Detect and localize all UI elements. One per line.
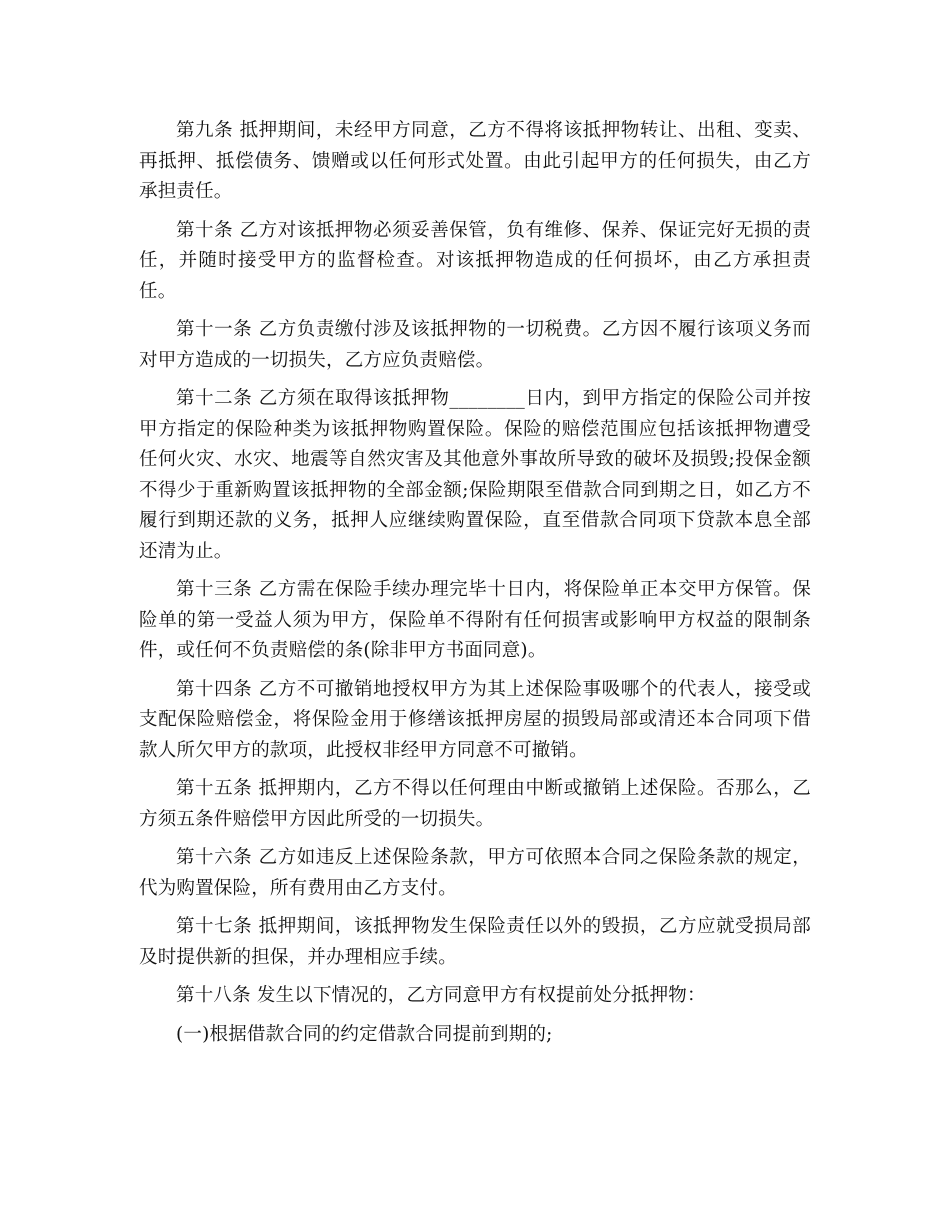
article-13-paragraph: 第十三条 乙方需在保险手续办理完毕十日内，将保险单正本交甲方保管。保险单的第一受益人须为甲方，保险单不得附有任何损害或影响甲方权益的限制条件，或任何不负责赔偿的条(除非甲方书面同意)。 bbox=[139, 579, 811, 661]
article-14-paragraph: 第十四条 乙方不可撤销地授权甲方为其上述保险事吸哪个的代表人，接受或支配保险赔偿金，将保险金用于修缮该抵押房屋的损毁局部或清还本合同项下借款人所欠甲方的款项，此授权非经甲方同意不可撤销。 bbox=[139, 678, 811, 761]
article-18-paragraph: 第十八条 发生以下情况的，乙方同意甲方有权提前处分抵押物： bbox=[176, 985, 706, 1006]
article-17-paragraph: 第十七条 抵押期间，该抵押物发生保险责任以外的毁损，乙方应就受损局部及时提供新的担保，并办理相应手续。 bbox=[139, 916, 811, 968]
document-body bbox=[139, 116, 811, 1058]
article-10-paragraph: 第十条 乙方对该抵押物必须妥善保管，负有维修、保养、保证完好无损的责任，并随时接受甲方的监督检查。对该抵押物造成的任何损坏，由乙方承担责任。 bbox=[139, 219, 811, 302]
article-18-item-1: (一)根据借款合同的约定借款合同提前到期的; bbox=[176, 1023, 553, 1045]
article-11-paragraph: 第十一条 乙方负责缴付涉及该抵押物的一切税费。乙方因不履行该项义务而对甲方造成的一切损失，乙方应负责赔偿。 bbox=[139, 319, 811, 371]
article-15-paragraph: 第十五条 抵押期内，乙方不得以任何理由中断或撤销上述保险。否那么，乙方须五条件赔偿甲方因此所受的一切损失。 bbox=[139, 778, 811, 830]
article-12-paragraph: 第十二条 乙方须在取得该抵押物________日内，到甲方指定的保险公司并按甲方指定的保险种类为该抵押物购置保险。保险的赔偿范围应包括该抵押物遭受任何火灾、水灾、地震等自然灾害及其他意外事故所导致的破坏及损毁;投保金额不得少于重新购置该抵押物的全部金额;保险期限至借款合同到期之日，如乙方不履行到期还款的义务，抵押人应继续购置保险，直至借款合同项下贷款本息全部还清为止。 bbox=[139, 388, 811, 562]
article-9-paragraph: 第九条 抵押期间，未经甲方同意，乙方不得将该抵押物转让、出租、变卖、再抵押、抵偿债务、馈赠或以任何形式处置。由此引起甲方的任何损失，由乙方承担责任。 bbox=[139, 120, 811, 202]
article-16-paragraph: 第十六条 乙方如违反上述保险条款，甲方可依照本合同之保险条款的规定，代为购置保险，所有费用由乙方支付。 bbox=[139, 847, 811, 899]
